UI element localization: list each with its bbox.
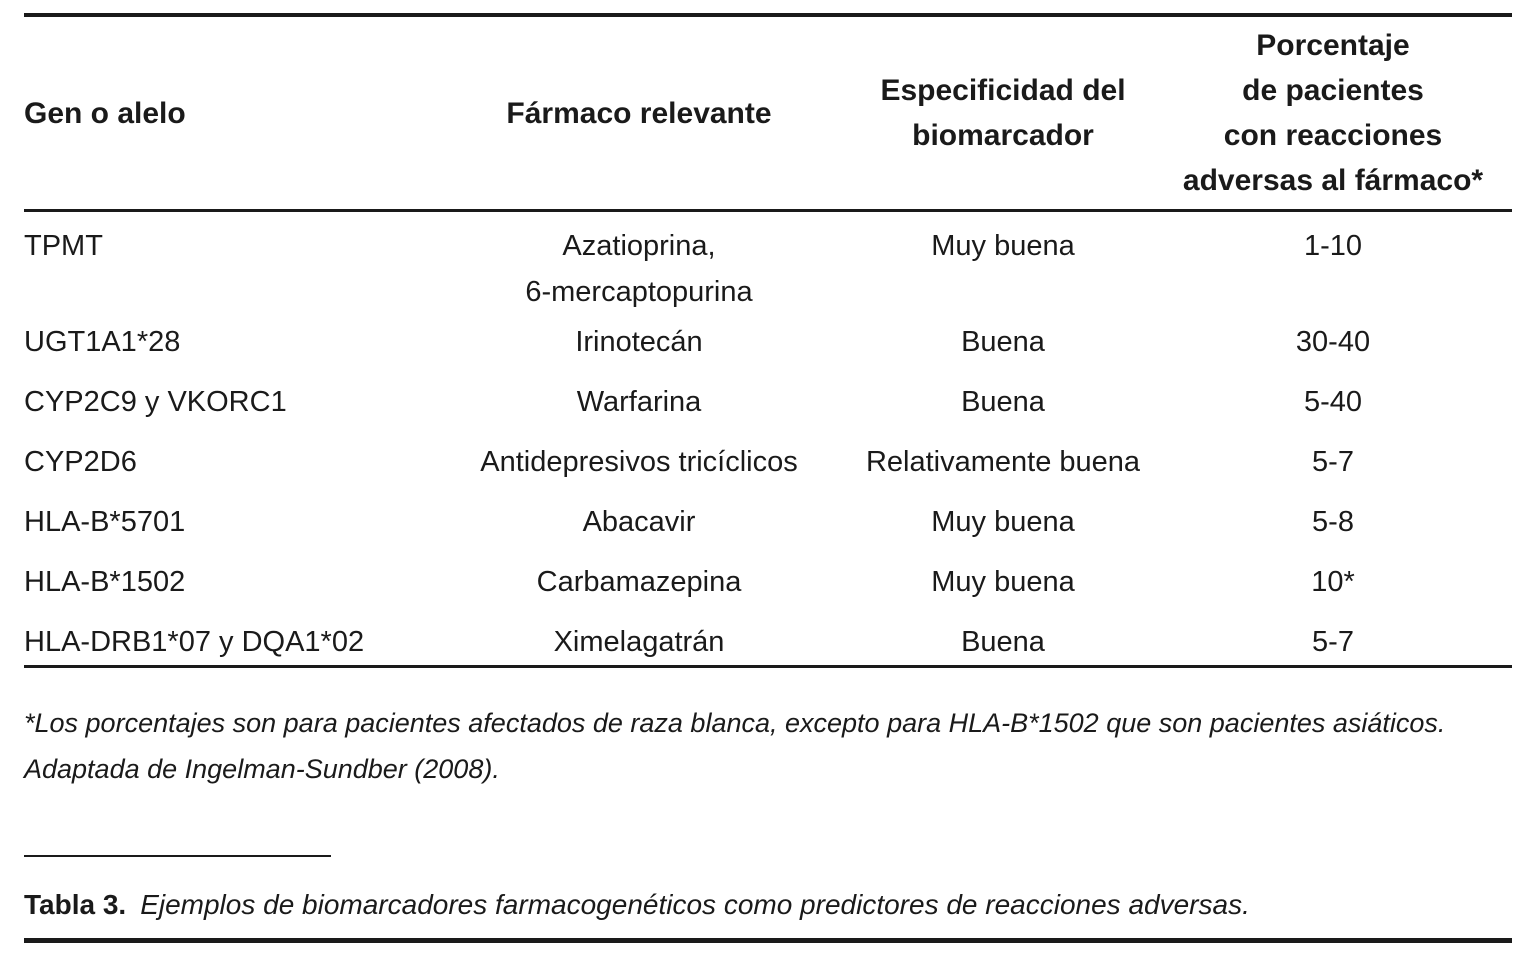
table-caption [24, 883, 1512, 927]
cell-drug: Abacavir [582, 506, 696, 538]
header-divider-rule [24, 209, 1512, 212]
cell-drug: Warfarina [576, 386, 702, 418]
table-bottom-rule [24, 665, 1512, 668]
cell-percent: 5-7 [1312, 626, 1354, 658]
footnote-line-2: Adaptada de Ingelman-Sundber (2008). [24, 754, 500, 784]
cell-drug: Carbamazepina [536, 566, 742, 598]
cell-specificity: Buena [961, 326, 1045, 358]
header-row [24, 17, 1512, 209]
cell-percent: 5-8 [1312, 506, 1354, 538]
cell-drug: Antidepresivos tricíclicos [480, 446, 798, 478]
caption-text: Ejemplos de biomarcadores farmacogenéticos como predictores de reacciones adversas. [140, 889, 1250, 920]
header-percent [1154, 17, 1512, 209]
header-gene-label: Gen o alelo [24, 96, 186, 130]
cell-specificity: Muy buena [931, 566, 1075, 598]
header-gene [24, 17, 426, 209]
page-bottom-rule [24, 938, 1512, 943]
header-percent-line-3: con reacciones [1223, 119, 1443, 152]
cell-gene: CYP2C9 y VKORC1 [24, 386, 287, 418]
table-header [24, 17, 1512, 209]
header-specificity-line-2: biomarcador [912, 119, 1094, 152]
cell-gene: TPMT [24, 230, 103, 262]
header-percent-line-4: adversas al fármaco* [1182, 164, 1484, 197]
footnote-line-1: *Los porcentajes son para pacientes afectados de raza blanca, excepto para HLA-B*1502 que son pacientes asiáticos. [24, 708, 1446, 738]
table-row [24, 495, 1512, 555]
cell-percent: 5-7 [1312, 446, 1354, 478]
biomarker-table [24, 17, 1512, 675]
table-row [24, 209, 1512, 315]
cell-gene: HLA-B*5701 [24, 506, 186, 538]
cell-gene: CYP2D6 [24, 446, 137, 478]
cell-percent: 30-40 [1295, 326, 1371, 358]
header-specificity [852, 17, 1154, 209]
cell-gene: UGT1A1*28 [24, 326, 181, 358]
cell-specificity: Buena [961, 386, 1045, 418]
header-percent-line-2: de pacientes [1242, 74, 1424, 107]
cell-specificity: Relativamente buena [865, 446, 1141, 478]
cell-specificity: Muy buena [931, 506, 1075, 538]
cell-gene: HLA-DRB1*07 y DQA1*02 [24, 626, 365, 658]
cell-drug [426, 209, 852, 315]
header-drug-label: Fármaco relevante [506, 96, 772, 130]
header-specificity-line-1: Especificidad del [880, 74, 1126, 107]
cell-gene: HLA-B*1502 [24, 566, 186, 598]
table-body [24, 209, 1512, 675]
header-percent-line-1: Porcentaje [1256, 29, 1410, 62]
table-row [24, 375, 1512, 435]
cell-percent: 10* [1311, 566, 1355, 598]
cell-percent: 1-10 [1303, 230, 1363, 262]
caption-label: Tabla 3. [24, 889, 127, 920]
table-row [24, 315, 1512, 375]
cell-specificity: Muy buena [931, 230, 1075, 262]
document-page [24, 0, 1512, 962]
header-drug [426, 17, 852, 209]
table-footnote [24, 700, 1512, 792]
table-row [24, 555, 1512, 615]
cell-drug-line-2: 6-mercaptopurina [525, 276, 753, 308]
cell-percent: 5-40 [1303, 386, 1363, 418]
cell-drug: Irinotecán [575, 326, 703, 358]
cell-drug-line-1: Azatioprina, [562, 230, 716, 262]
cell-specificity: Buena [961, 626, 1045, 658]
table-row [24, 435, 1512, 495]
caption-separator-rule [24, 855, 331, 857]
cell-drug: Ximelagatrán [553, 626, 725, 658]
